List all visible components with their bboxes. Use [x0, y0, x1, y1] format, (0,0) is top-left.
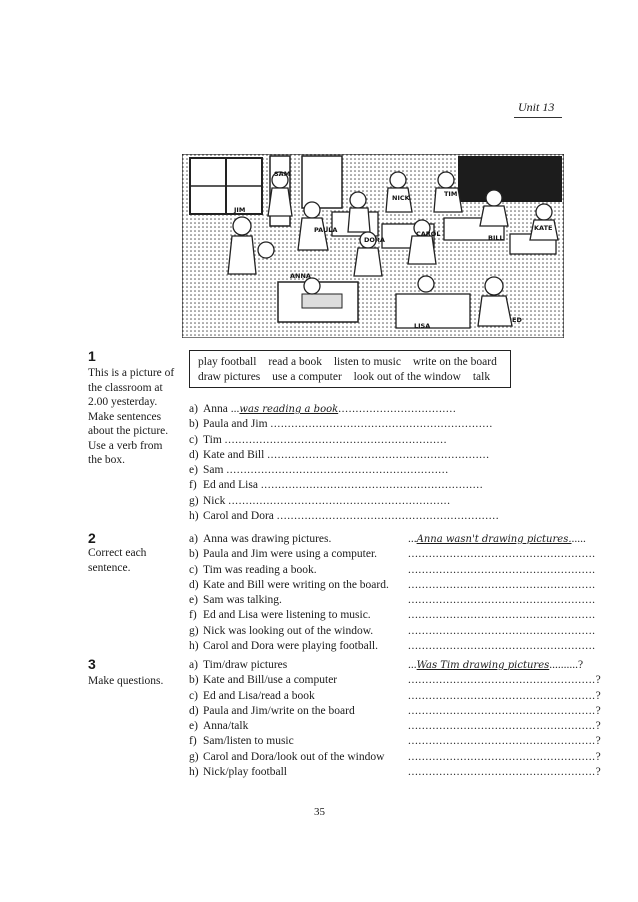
list-item: e) Anna/talk — [189, 720, 249, 733]
list-item: a) Tim/draw pictures — [189, 659, 288, 671]
verb-write-on-the-board: write on the board — [412, 356, 497, 368]
answer-blank[interactable]: .................................. — [338, 403, 457, 415]
name-tag-anna: ANNA — [290, 272, 311, 280]
answer-line[interactable]: ...Was Tim drawing pictures..........? — [408, 659, 584, 671]
answer-blank[interactable]: ................................................................ — [270, 418, 493, 431]
list-item: e) Sam was talking. — [189, 594, 282, 607]
name-tag-carol: CAROL — [416, 230, 441, 238]
exercise-2-instruction: Correct each sentence. — [88, 547, 147, 574]
handwritten-answer: Anna wasn't drawing pictures. — [416, 534, 572, 545]
exercise-3-instruction: Make questions. — [88, 675, 164, 687]
classroom-window — [190, 158, 262, 214]
list-item: d) Kate and Bill ................................................................ — [189, 448, 490, 461]
name-tag-kate: KATE — [534, 224, 553, 232]
answer-blank[interactable]: ................................................................ — [267, 448, 490, 461]
exercise-3-number: 3 — [88, 656, 96, 672]
handwritten-answer: Was Tim drawing pictures — [416, 660, 550, 671]
unit-title: Unit 13 — [518, 100, 555, 114]
answer-blank[interactable]: ...................................................... — [408, 594, 596, 607]
answer-blank[interactable]: ......................................................? — [408, 674, 602, 687]
verb-use-a-computer: use a computer — [272, 371, 342, 383]
list-item: d) Kate and Bill were writing on the board. — [189, 578, 389, 591]
answer-blank[interactable]: ......................................................? — [408, 704, 602, 717]
list-item: b) Kate and Bill/use a computer — [189, 674, 338, 687]
list-item: h) Carol and Dora were playing football. — [189, 640, 378, 653]
handwritten-answer: was reading a book — [239, 404, 339, 415]
answer-blank[interactable]: ......................................................? — [408, 766, 602, 779]
answer-blank[interactable]: ...................................................... — [408, 624, 596, 637]
unit-title-rule — [514, 117, 562, 118]
verb-listen-to-music: listen to music — [333, 356, 401, 368]
answer-blank[interactable]: ...................................................... — [408, 563, 596, 576]
answer-blank[interactable]: ................................................................ — [260, 479, 484, 492]
exercise-1-instruction: This is a picture of the classroom at 2.00 yesterday. Make sentences about the picture. Use a verb from the box. — [88, 367, 175, 466]
answer-blank[interactable]: ................................................................ — [224, 433, 448, 446]
name-tag-bill: BILL — [488, 234, 504, 242]
list-item: h) Carol and Dora ................................................................ — [189, 510, 500, 523]
list-item: e) Sam ................................................................ — [189, 464, 449, 477]
verb-look-out-of-the-window: look out of the window — [353, 371, 461, 383]
list-item: c) Ed and Lisa/read a book — [189, 689, 315, 702]
answer-blank[interactable]: ......................................................? — [408, 689, 602, 702]
verb-draw-pictures: draw pictures — [198, 371, 261, 383]
list-item: f) Sam/listen to music — [189, 735, 294, 748]
name-tag-jim: JIM — [234, 206, 246, 214]
list-item: c) Tim ................................................................ — [189, 433, 448, 446]
verb-talk: talk — [472, 371, 491, 383]
answer-blank[interactable]: ......................................................? — [408, 750, 602, 763]
answer-blank[interactable]: ......................................................? — [408, 735, 602, 748]
answer-line[interactable]: ...Anna wasn't drawing pictures...... — [408, 533, 586, 545]
exercise-2-answers — [408, 532, 596, 654]
list-item: g) Nick was looking out of the window. — [189, 624, 374, 637]
answer-blank[interactable]: ................................................................ — [226, 464, 449, 477]
list-item: f) Ed and Lisa ................................................................ — [189, 479, 484, 492]
list-item: d) Paula and Jim/write on the board — [189, 704, 355, 717]
verb-box — [189, 350, 511, 388]
exercise-2-items — [189, 532, 389, 654]
list-item: h) Nick/play football — [189, 766, 287, 779]
list-item: a) Anna ...was reading a book.................................. — [189, 403, 457, 415]
exercise-3-items — [189, 658, 384, 780]
name-tag-tim: TIM — [444, 190, 458, 198]
classroom-illustration — [182, 154, 564, 338]
answer-blank[interactable]: ......................................................? — [408, 720, 602, 733]
exercise-1-items — [189, 402, 499, 524]
name-tag-nick: NICK — [392, 194, 410, 202]
list-item: b) Paula and Jim ................................................................ — [189, 418, 493, 431]
football — [258, 242, 274, 258]
list-item: g) Carol and Dora/look out of the window — [189, 750, 385, 763]
answer-blank[interactable]: ...................................................... — [408, 548, 596, 561]
name-tag-dora: DORA — [364, 236, 385, 244]
verb-play-football: play football — [198, 356, 257, 368]
exercise-2-number: 2 — [88, 530, 96, 546]
name-tag-lisa: LISA — [414, 322, 431, 330]
list-item: g) Nick ................................................................ — [189, 494, 451, 507]
verb-read-a-book: read a book — [268, 356, 322, 368]
list-item: b) Paula and Jim were using a computer. — [189, 548, 378, 561]
page-number: 35 — [314, 806, 325, 818]
name-tag-sam: SAM — [274, 170, 291, 178]
name-tag-paula: PAULA — [314, 226, 338, 234]
exercise-1-number: 1 — [88, 348, 96, 364]
answer-blank[interactable]: ...................................................... — [408, 609, 596, 622]
exercise-3-answers — [408, 658, 601, 780]
list-item: f) Ed and Lisa were listening to music. — [189, 609, 371, 622]
answer-blank[interactable]: ................................................................ — [228, 494, 451, 507]
answer-blank[interactable]: ................................................................ — [276, 510, 500, 523]
answer-blank[interactable]: ...................................................... — [408, 640, 596, 653]
answer-blank[interactable]: ...................................................... — [408, 578, 596, 591]
list-item: c) Tim was reading a book. — [189, 563, 317, 576]
list-item: a) Anna was drawing pictures. — [189, 533, 332, 545]
name-tag-ed: ED — [512, 316, 522, 324]
blackboard — [458, 156, 562, 202]
